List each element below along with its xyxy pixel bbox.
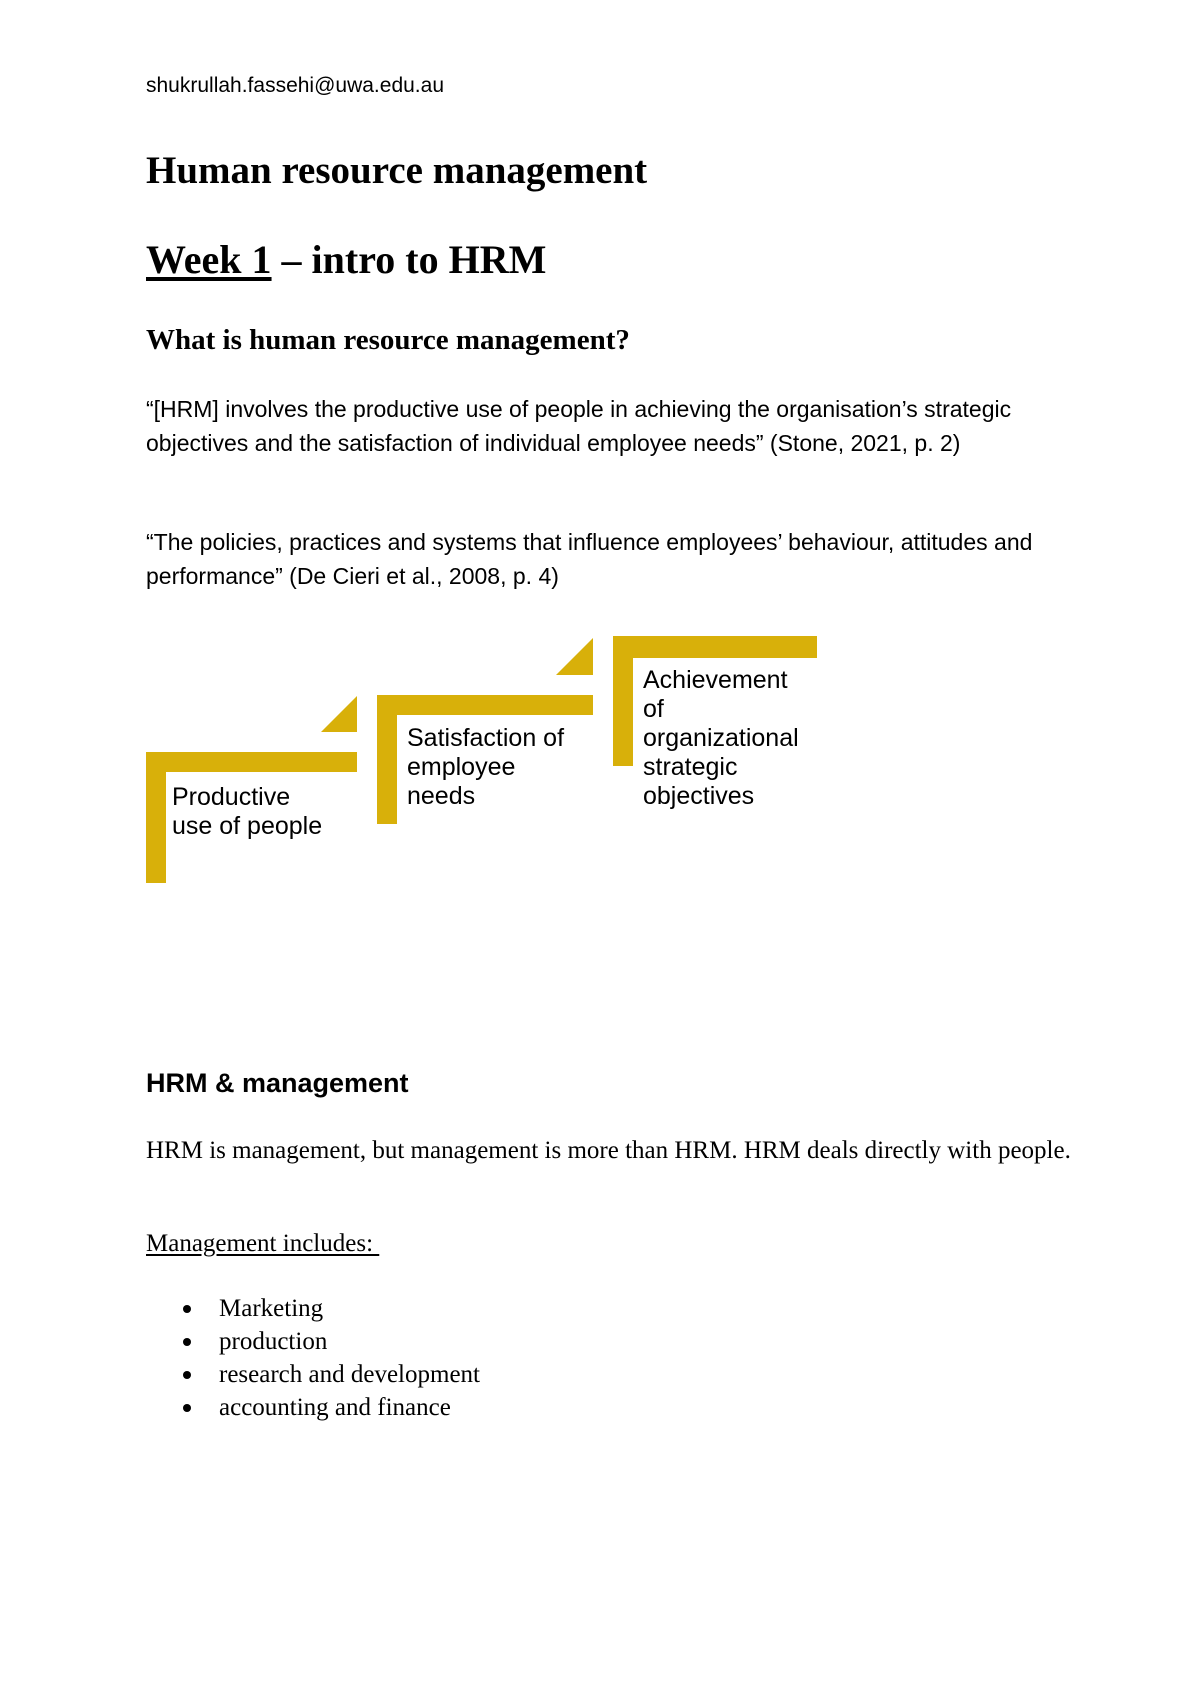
step-3-label: Achievement of organizational strategic objectives — [643, 666, 799, 810]
management-includes-label: Management includes: — [146, 1230, 380, 1257]
section-heading-what-is-hrm: What is human resource management? — [146, 324, 630, 356]
bullet-icon — [183, 1305, 191, 1313]
quote-de-cieri: “The policies, practices and systems that influence employees’ behaviour, attitudes and performance” (De Cieri et al., 2008, p. 4) — [146, 529, 1033, 589]
list-item — [146, 1325, 480, 1358]
list-item-text: production — [219, 1328, 328, 1355]
step-1-arrow-tip — [321, 696, 357, 732]
week-label: Week 1 — [146, 237, 272, 282]
bullet-icon — [183, 1338, 191, 1346]
list-item — [146, 1391, 480, 1424]
list-item-text: accounting and finance — [219, 1394, 451, 1421]
list-item-text: Marketing — [219, 1295, 324, 1322]
step-2-label: Satisfaction of employee needs — [407, 724, 565, 810]
step-2-arrow-tip — [556, 638, 593, 675]
quote-stone: “[HRM] involves the productive use of people in achieving the organisation’s strategic objectives and the satisfaction of individual employee needs” (Stone, 2021, p. 2) — [146, 396, 1012, 456]
hrm-management-paragraph: HRM is management, but management is more than HRM. HRM deals directly with people. — [146, 1137, 1071, 1164]
document-title: Human resource management — [146, 149, 648, 192]
section-heading-hrm-management: HRM & management — [146, 1068, 409, 1098]
week-topic: – intro to HRM — [271, 237, 547, 282]
bullet-icon — [183, 1404, 191, 1412]
author-email: shukrullah.fassehi@uwa.edu.au — [146, 74, 444, 97]
list-item-text: research and development — [219, 1361, 480, 1388]
list-item — [146, 1292, 480, 1325]
step-1-label: Productive use of people — [172, 783, 323, 840]
list-item — [146, 1358, 480, 1391]
bullet-icon — [183, 1371, 191, 1379]
management-list — [146, 1292, 480, 1424]
